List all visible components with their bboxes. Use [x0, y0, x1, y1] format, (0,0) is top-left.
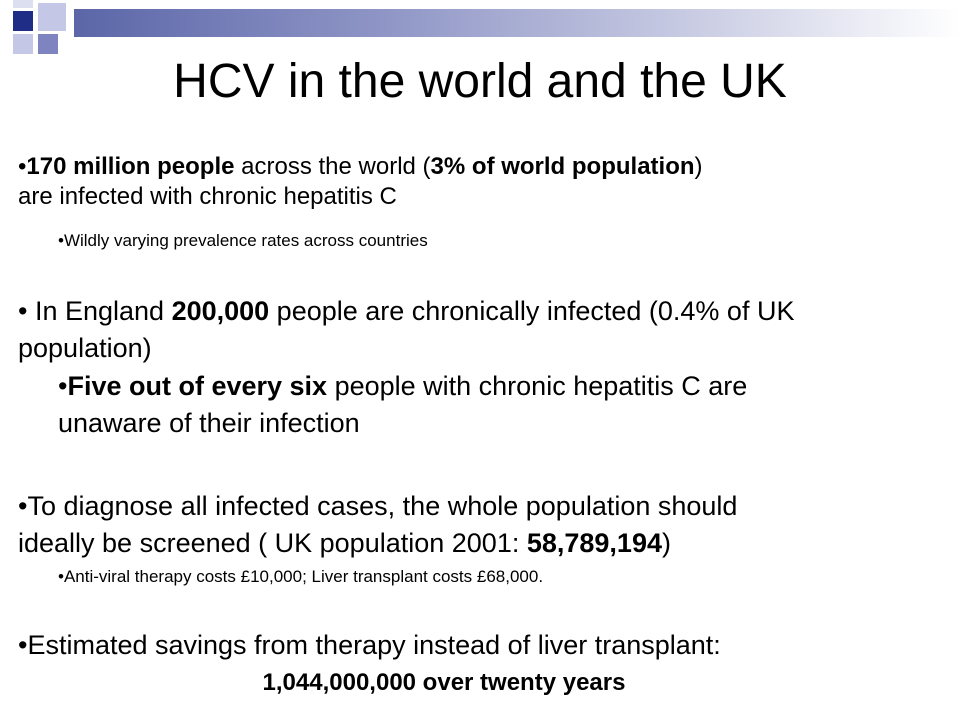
- subbullet-prevalence-rates: •Wildly varying prevalence rates across countries: [58, 231, 428, 250]
- decor-square: [38, 3, 66, 31]
- bullet-england: • In England 200,000 people are chronically infected (0.4% of UK population): [18, 296, 795, 363]
- decor-square: [38, 34, 58, 54]
- decor-square: [13, 11, 33, 31]
- savings-amount: 1,044,000,000 over twenty years: [262, 669, 626, 696]
- subbullet-unaware: •Five out of every six people with chronic hepatitis C are unaware of their infection: [58, 371, 748, 438]
- bold-uk-population: 58,789,194: [526, 528, 662, 558]
- bold-3-percent: 3% of world population: [430, 153, 695, 180]
- bold-170-million: 170 million people: [26, 153, 235, 180]
- bullet-screening: •To diagnose all infected cases, the whole population should ideally be screened ( UK population 2001: 58,789,194): [18, 491, 738, 558]
- bullet-savings: •Estimated savings from therapy instead of liver transplant:: [18, 630, 721, 660]
- bullet-world-prevalence: •170 million people across the world (3% of world population) are infected with chronic hepatitis C: [18, 153, 703, 210]
- header-bar: [74, 9, 960, 37]
- bold-200000: 200,000: [171, 296, 270, 326]
- decor-square: [13, 0, 33, 8]
- decor-square: [13, 34, 33, 54]
- bold-five-of-six: Five out of every six: [67, 371, 328, 401]
- slide-title: HCV in the world and the UK: [173, 55, 787, 108]
- subbullet-costs: •Anti-viral therapy costs £10,000; Liver transplant costs £68,000.: [58, 567, 544, 586]
